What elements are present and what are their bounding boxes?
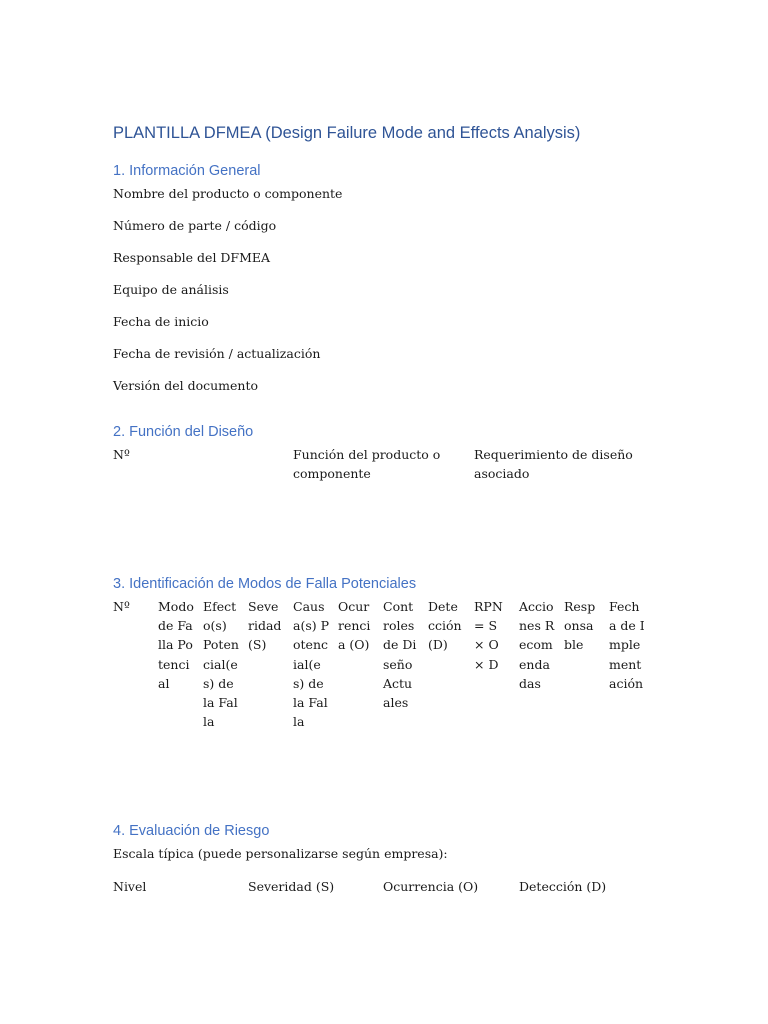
field-document-version: Versión del documento (113, 378, 259, 393)
table3-header-severity: Severidad (S) (248, 599, 282, 653)
table3-header-detection: Detección (D) (428, 599, 462, 653)
table3-header-rpn: RPN = S × O × D (474, 599, 503, 672)
field-start-date: Fecha de inicio (113, 314, 209, 329)
table4-header-occurrence: Ocurrencia (O) (383, 879, 479, 894)
section4-heading: 4. Evaluación de Riesgo (113, 823, 270, 839)
section2-heading: 2. Función del Diseño (113, 424, 254, 440)
table4-header-detection: Detección (D) (519, 879, 607, 894)
table3-header-failure-mode: Modo de Falla Potencial (158, 599, 194, 691)
table2-header-function: Función del producto o componente (293, 447, 441, 482)
section1-heading: 1. Información General (113, 163, 261, 179)
section4-intro: Escala típica (puede personalizarse según empresa): (113, 846, 448, 861)
table3-header-responsible: Responsable (564, 599, 596, 653)
table3-header-number: Nº (113, 599, 130, 614)
table4-header-level: Nivel (113, 879, 147, 894)
field-team: Equipo de análisis (113, 282, 229, 297)
table3-header-effects: Efecto(s) Potencial(es) de la Falla (203, 599, 239, 730)
table2-header-requirement: Requerimiento de diseño asociado (474, 447, 633, 482)
table3-header-implementation-date: Fecha de Implementación (609, 599, 645, 691)
table3-header-actions: Acciones Recomendadas (519, 599, 555, 691)
document-title: PLANTILLA DFMEA (Design Failure Mode and Effects Analysis) (113, 124, 581, 142)
table3-header-occurrence: Ocurrencia (O) (338, 599, 371, 653)
table3-header-causes: Causa(s) Potencial(es) de la Falla (293, 599, 330, 730)
table3-header-controls: Controles de Diseño Actuales (383, 599, 417, 711)
field-responsible: Responsable del DFMEA (113, 250, 271, 265)
field-revision-date: Fecha de revisión / actualización (113, 346, 321, 361)
field-part-number: Número de parte / código (113, 218, 277, 233)
table4-header-severity: Severidad (S) (248, 879, 335, 894)
table2-header-number: Nº (113, 447, 130, 462)
section3-heading: 3. Identificación de Modos de Falla Potenciales (113, 576, 417, 592)
field-product-name: Nombre del producto o componente (113, 186, 343, 201)
